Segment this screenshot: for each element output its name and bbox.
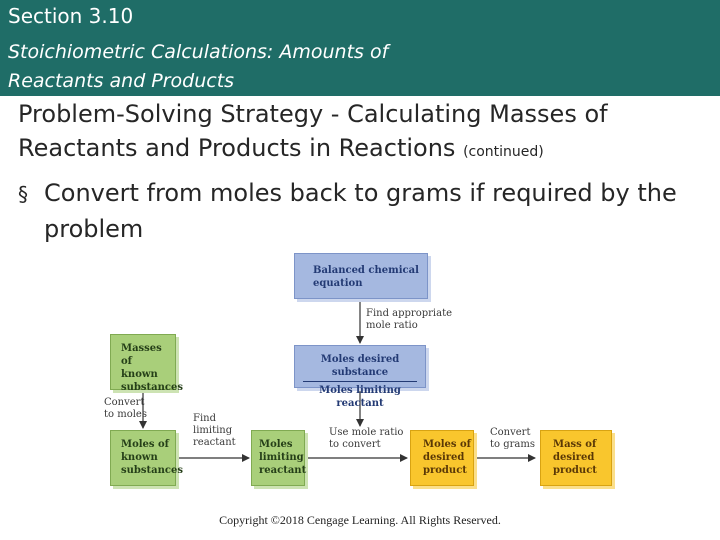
balanced-equation-box — [294, 253, 428, 299]
continued-note: (continued) — [463, 144, 544, 160]
convert-to-grams-label: Convert to grams — [490, 427, 535, 450]
mole-ratio-divider — [303, 381, 417, 382]
section-title: Section 3.10 — [8, 4, 134, 28]
section-subtitle: Stoichiometric Calculations: Amounts of Reactants and Products — [8, 41, 389, 92]
mole-ratio-denominator: Moles limiting reactant — [319, 385, 401, 409]
balanced-equation-line2: equation — [313, 278, 363, 289]
bullet-item — [18, 175, 708, 247]
find-ratio-label: Find appropriate mole ratio — [366, 308, 453, 331]
slide-heading — [18, 97, 698, 169]
moles-limiting-box: Moles limiting reactant — [251, 430, 305, 486]
masses-known-box: Masses of known substances — [110, 334, 176, 390]
mole-ratio-box — [294, 345, 426, 409]
balanced-equation-line1: Balanced chemical — [313, 265, 419, 276]
heading-text: Problem-Solving Strategy - Calculating Masses of Reactants and Products in Reactions — [18, 100, 608, 162]
mole-ratio-numerator: Moles desired substance — [320, 354, 400, 378]
slide-header — [0, 0, 720, 96]
bullet-marker: § — [18, 182, 28, 206]
use-ratio-label: Use mole ratio to convert — [329, 427, 404, 450]
find-limiting-label: Find limiting reactant — [193, 413, 236, 448]
convert-to-moles-label: Convert to moles — [104, 397, 147, 420]
moles-desired-box: Moles of desired product — [410, 430, 474, 486]
moles-known-box: Moles of known substances — [110, 430, 176, 486]
copyright-notice: Copyright ©2018 Cengage Learning. All Rights Reserved. — [219, 513, 501, 527]
bullet-text: Convert from moles back to grams if required by the problem — [44, 179, 677, 243]
mass-desired-box: Mass of desired product — [540, 430, 612, 486]
